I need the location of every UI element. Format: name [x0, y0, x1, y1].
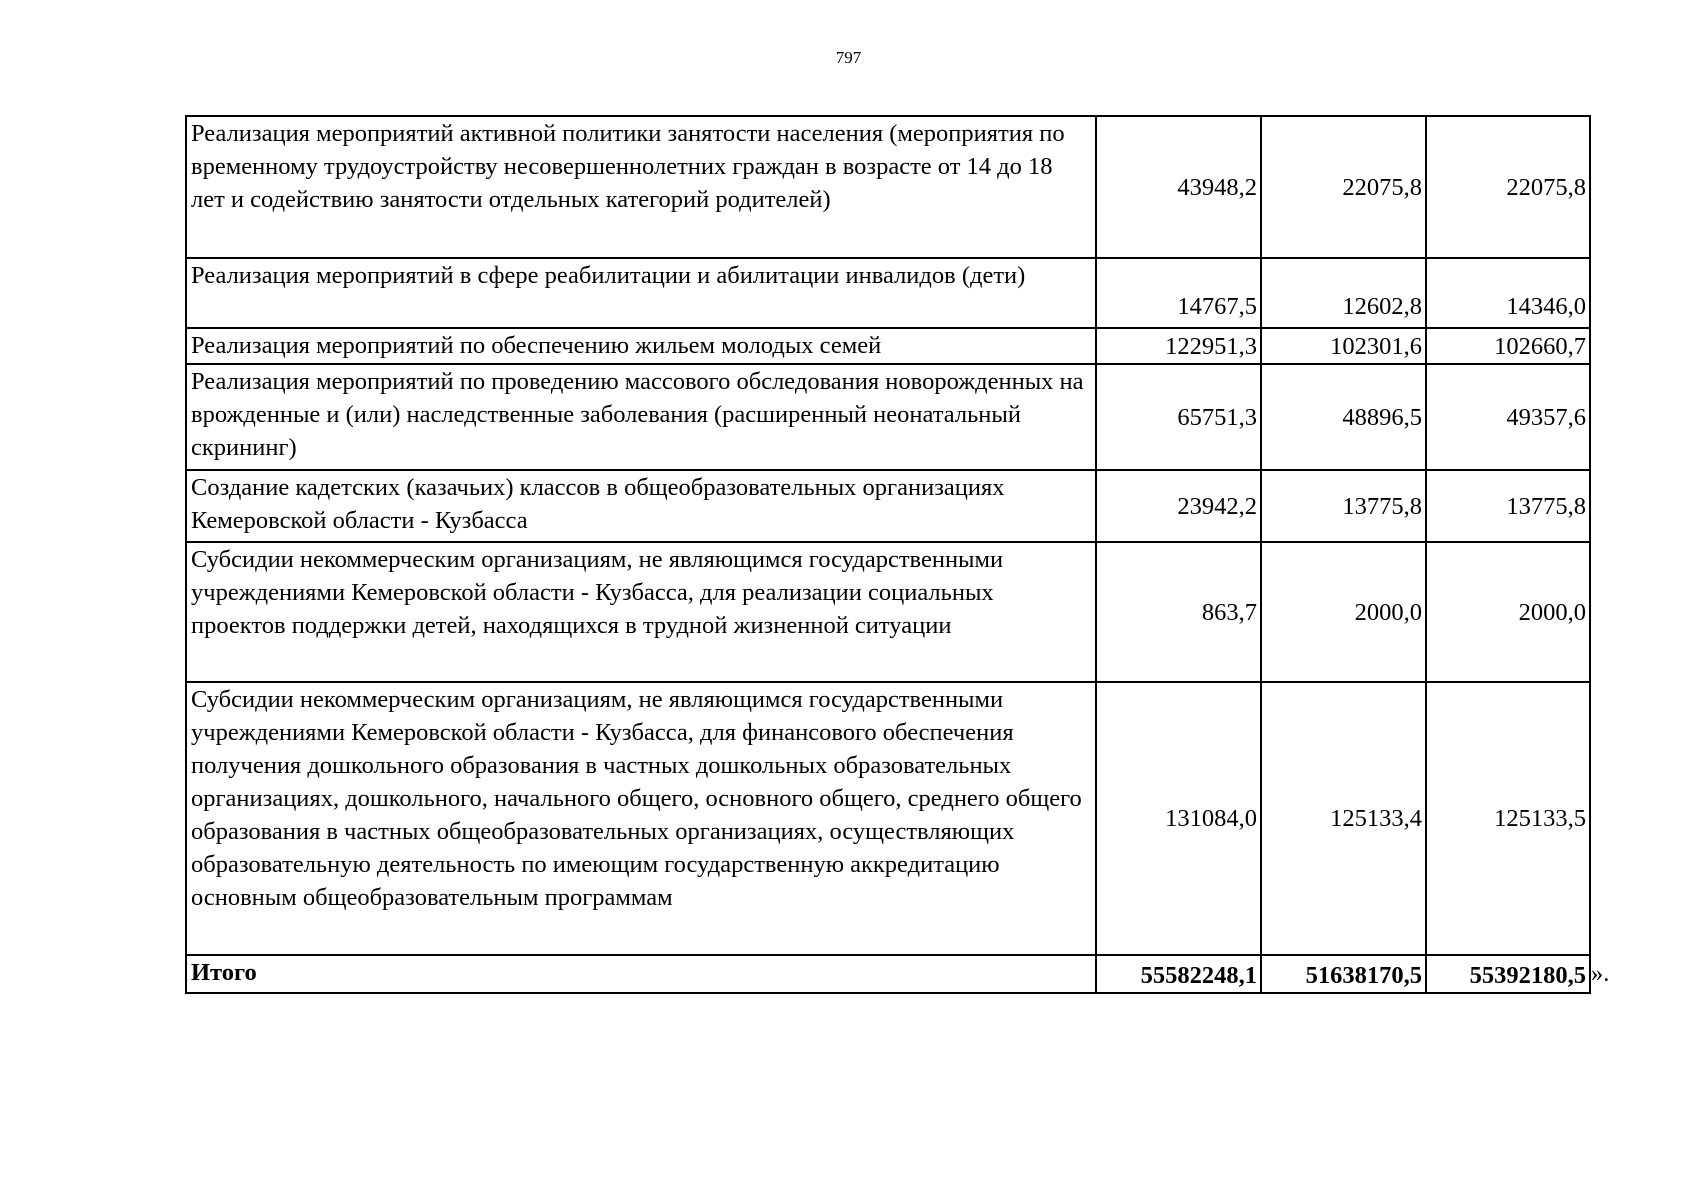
row-value: 14767,5 — [1096, 258, 1261, 328]
row-value: 125133,4 — [1261, 682, 1426, 955]
row-value: 23942,2 — [1096, 470, 1261, 542]
page-number: 797 — [835, 48, 862, 67]
row-value: 122951,3 — [1096, 328, 1261, 364]
row-value: 14346,0 — [1426, 258, 1590, 328]
total-value: 55392180,5 — [1426, 955, 1590, 993]
row-value: 2000,0 — [1261, 542, 1426, 682]
row-value: 22075,8 — [1426, 116, 1590, 258]
row-value: 65751,3 — [1096, 364, 1261, 470]
row-value: 43948,2 — [1096, 116, 1261, 258]
row-value: 102301,6 — [1261, 328, 1426, 364]
row-value: 12602,8 — [1261, 258, 1426, 328]
row-name: Реализация мероприятий в сфере реабилитации и абилитации инвалидов (дети) — [186, 258, 1096, 328]
table-row — [186, 682, 1590, 955]
row-value: 22075,8 — [1261, 116, 1426, 258]
row-name: Реализация мероприятий по проведению массового обследования новорожденных на врожденные и (или) наследственные заболевания (расширенный неонатальный скрининг) — [186, 364, 1096, 470]
row-value: 48896,5 — [1261, 364, 1426, 470]
row-value: 2000,0 — [1426, 542, 1590, 682]
total-value: 51638170,5 — [1261, 955, 1426, 993]
row-name: Реализация мероприятий активной политики занятости населения (мероприятия по временному трудоустройству несовершеннолетних граждан в возрасте от 14 до 18 лет и содействию занятости отдельных категорий родителей) — [186, 116, 1096, 258]
row-value: 125133,5 — [1426, 682, 1590, 955]
row-name: Создание кадетских (казачьих) классов в общеобразовательных организациях Кемеровской области - Кузбасса — [186, 470, 1096, 542]
row-name: Субсидии некоммерческим организациям, не являющимся государственными учреждениями Кемеровской области - Кузбасса, для финансового обеспечения получения дошкольного образования в частных дошкольных образовательных организациях, дошкольного, начального общего, основного общего, среднего общего образования в частных общеобразовательных организациях, осуществляющих образовательную деятельность по имеющим государственную аккредитацию основным общеобразовательным программам — [186, 682, 1096, 955]
row-value: 131084,0 — [1096, 682, 1261, 955]
table-row — [186, 470, 1590, 542]
table-row — [186, 116, 1590, 258]
row-name: Реализация мероприятий по обеспечению жильем молодых семей — [186, 328, 1096, 364]
closing-quote: ». — [1591, 960, 1610, 987]
table-row — [186, 328, 1590, 364]
total-value: 55582248,1 — [1096, 955, 1261, 993]
table-row — [186, 258, 1590, 328]
row-value: 863,7 — [1096, 542, 1261, 682]
table-row — [186, 364, 1590, 470]
budget-table — [185, 115, 1591, 994]
row-name: Субсидии некоммерческим организациям, не являющимся государственными учреждениями Кемеровской области - Кузбасса, для реализации социальных проектов поддержки детей, находящихся в трудной жизненной ситуации — [186, 542, 1096, 682]
row-value: 13775,8 — [1261, 470, 1426, 542]
row-value: 49357,6 — [1426, 364, 1590, 470]
total-row — [186, 955, 1590, 993]
total-label: Итого — [186, 955, 1096, 993]
table-row — [186, 542, 1590, 682]
row-value: 102660,7 — [1426, 328, 1590, 364]
row-value: 13775,8 — [1426, 470, 1590, 542]
